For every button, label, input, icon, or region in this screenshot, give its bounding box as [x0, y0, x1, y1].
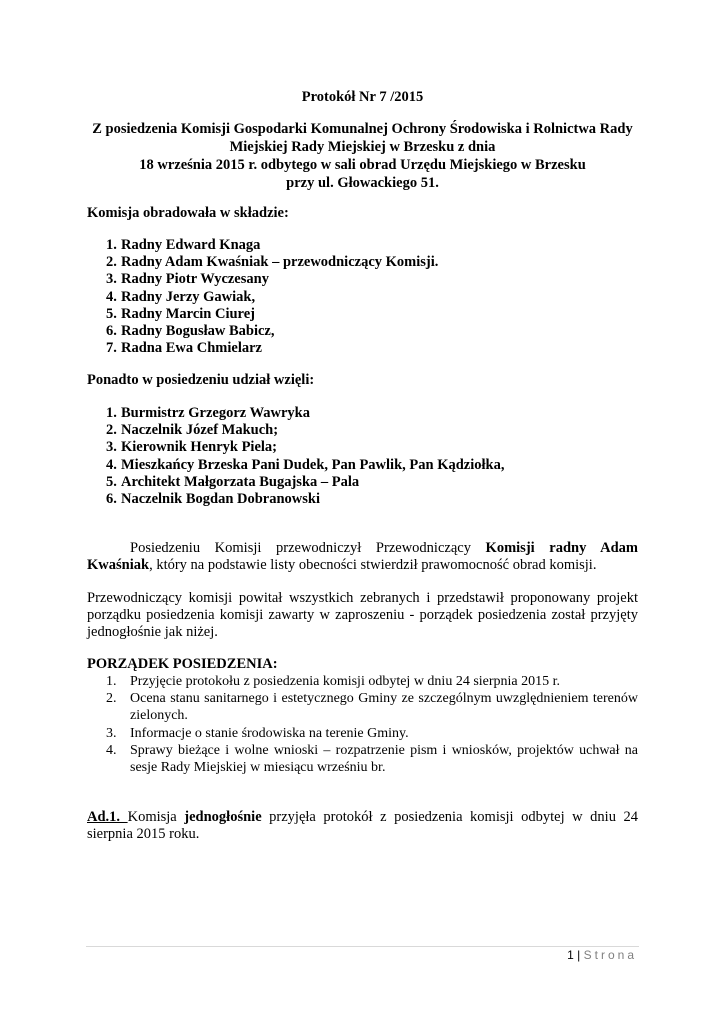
header-line-1: Z posiedzenia Komisji Gospodarki Komunalnej Ochrony Środowiska i Rolnictwa Rady Miejskiej Rady Miejskiej w Brzesku z dnia	[92, 121, 633, 155]
protocol-header	[80, 120, 645, 192]
agenda-list	[87, 673, 638, 776]
agenda-heading: PORZĄDEK POSIEDZENIA:	[87, 656, 278, 672]
member-item: 2. Radny Adam Kwaśniak – przewodniczący Komisji.	[106, 254, 439, 271]
participant-item: 5. Architekt Małgorzata Bugajska – Pala	[106, 473, 360, 490]
agenda-item: 1. Przyjęcie protokołu z posiedzenia komisji odbytej w dniu 24 sierpnia 2015 r.	[106, 674, 561, 689]
member-item: 1. Radny Edward Knaga	[106, 237, 261, 253]
member-item: 3. Radny Piotr Wyczesany	[106, 271, 269, 288]
participant-item: 4. Mieszkańcy Brzeska Pani Dudek, Pan Pawlik, Pan Kądziołka,	[106, 456, 505, 473]
participants-list	[87, 405, 504, 508]
footer-divider	[86, 946, 639, 947]
protocol-title: Protokół Nr 7 /2015	[301, 89, 424, 105]
agenda-item: 3. Informacje o stanie środowiska na terenie Gminy.	[106, 725, 409, 741]
page-footer	[567, 948, 637, 962]
composition-label: Komisja obradowała w składzie:	[87, 205, 289, 221]
agenda-item: 2. Ocena stanu sanitarnego i estetycznego Gminy ze szczególnym uwzględnieniem terenów zielonych.	[106, 691, 638, 724]
participant-item: 2. Naczelnik Józef Makuch;	[106, 422, 279, 439]
participants-label: Ponadto w posiedzeniu udział wzięli:	[87, 372, 315, 388]
member-item: 7. Radna Ewa Chmielarz	[106, 340, 262, 357]
chair-paragraph: Posiedzeniu Komisji przewodniczył Przewodniczący Komisji radny Adam Kwaśniak, który na podstawie listy obecności stwierdził prawomocność obrad komisji.	[87, 540, 638, 574]
participant-item: 6. Naczelnik Bogdan Dobranowski	[106, 491, 321, 508]
agenda-intro-paragraph: Przewodniczący komisji powitał wszystkich zebranych i przedstawił proponowany projekt porządku posiedzenia komisji zawarty w zaproszeniu - porządek posiedzenia został przyjęty jednogłośnie jak niżej.	[87, 590, 638, 641]
footer-word: Strona	[583, 948, 637, 962]
participant-item: 1. Burmistrz Grzegorz Wawryka	[106, 405, 310, 421]
members-list	[87, 237, 438, 357]
participant-item: 3. Kierownik Henryk Piela;	[106, 439, 278, 456]
header-line-3: przy ul. Głowackiego 51.	[286, 175, 439, 191]
member-item: 4. Radny Jerzy Gawiak,	[106, 288, 256, 305]
ad1-paragraph: Ad.1. Komisja jednogłośnie przyjęła protokół z posiedzenia komisji odbytej w dniu 24 sierpnia 2015 roku.	[87, 809, 638, 843]
footer-separator: |	[577, 948, 581, 962]
agenda-item: 4. Sprawy bieżące i wolne wnioski – rozpatrzenie pism i wniosków, projektów uchwał na sesje Rady Miejskiej w miesiącu wrześniu br.	[106, 742, 638, 776]
header-line-2: 18 września 2015 r. odbytego w sali obrad Urzędu Miejskiego w Brzesku	[139, 157, 586, 173]
member-item: 6. Radny Bogusław Babicz,	[106, 323, 275, 340]
member-item: 5. Radny Marcin Ciurej	[106, 305, 255, 322]
page-number: 1	[567, 948, 574, 962]
